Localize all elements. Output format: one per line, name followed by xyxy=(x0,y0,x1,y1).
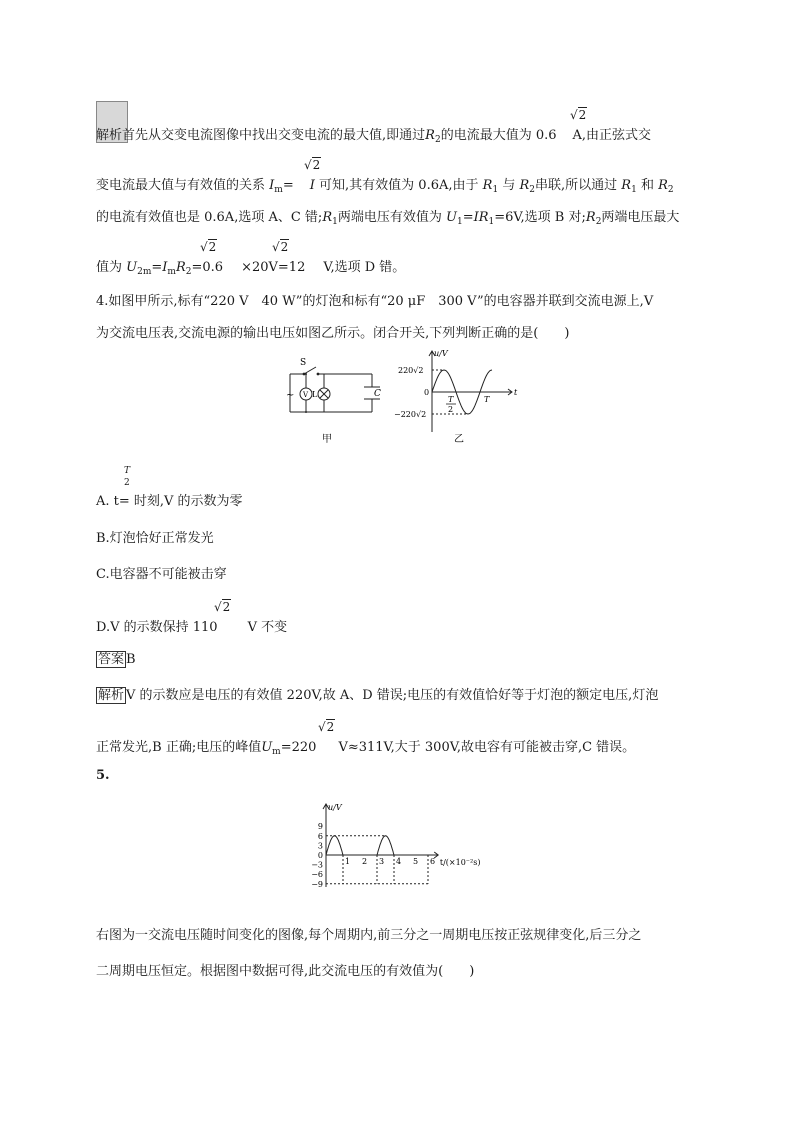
option-c: C.电容器不可能被击穿 xyxy=(96,567,227,582)
y-tick-label: 9 xyxy=(317,822,323,832)
y-tick-bottom: −220√2 xyxy=(394,410,427,419)
x-tick-half-t: T xyxy=(448,395,454,404)
q5-voltage-chart xyxy=(300,800,500,905)
half-sine-segment xyxy=(326,836,343,855)
option-d: D.V 的示数保持 110 V 不变 xyxy=(96,620,288,635)
caption-jia: 甲 xyxy=(322,434,332,445)
q4-stem-line-1: 4.如图甲所示,标有“220 V 40 W”的灯泡和标有“20 μF 300 V”的电容器并联到交流电源上,V xyxy=(96,294,654,309)
y-tick-label: 0 xyxy=(317,851,323,860)
q5-text-line-1: 右图为一交流电压随时间变化的图像,每个周期内,前三分之一周期电压按正弦规律变化,后三分之 xyxy=(96,928,642,943)
x-tick-label: 2 xyxy=(362,857,368,866)
x-tick-label: 1 xyxy=(345,857,351,866)
q4-voltage-graph xyxy=(390,346,520,446)
voltmeter-label: V xyxy=(303,391,309,399)
lamp-label: L xyxy=(312,390,318,399)
analysis-label: 解析 xyxy=(98,688,125,703)
q5-number: 5. xyxy=(96,768,110,783)
option-a: A. t= 时刻,V 的示数为零 xyxy=(96,494,243,509)
x-tick-t: T xyxy=(484,395,490,404)
sqrt-symbol: √2 xyxy=(318,720,335,734)
sqrt-symbol: √2 xyxy=(272,240,289,254)
sqrt-symbol: √2 xyxy=(200,240,217,254)
x-axis-label: t xyxy=(514,388,518,397)
sqrt-symbol: √2 xyxy=(214,600,231,614)
x-tick-half-den: 2 xyxy=(448,405,454,414)
q5-text-line-2: 二周期电压恒定。根据图中数据可得,此交流电压的有效值为( ) xyxy=(96,964,475,979)
answer-label: 答案 xyxy=(98,652,125,667)
analysis-line-4: 值为 $U_{2m}=I_mR_2=0.6 \times 20V=12$ V,选项 D 错。 xyxy=(96,260,406,277)
y-tick-zero: 0 xyxy=(424,388,430,397)
y-tick-label: −3 xyxy=(311,860,323,870)
analysis-label: 解析 xyxy=(96,128,123,143)
y-tick-label: −6 xyxy=(311,870,323,880)
q4-analysis-line-2: 正常发光,B 正确;电压的峰值$U_m=220$ V≈311V,大于 300V,故电容有可能被击穿,C 错误。 xyxy=(96,740,636,757)
y-tick-top: 220√2 xyxy=(398,366,424,375)
y-axis-label: u/V xyxy=(328,803,342,812)
capacitor-label: C xyxy=(374,389,381,399)
analysis-line-3: 的电流有效值也是 0.6A,选项 A、C 错$;R_1$两端电压有效值为 $U_1=IR_1=6V$,选项 B 对$;R_2$两端电压最大 xyxy=(96,210,680,227)
half-sine-segment xyxy=(377,836,394,855)
analysis-line-1: 解析首先从交变电流图像中找出交变电流的最大值,即通过$R_2$的电流最大值为 0.6 A,由正弦式交 xyxy=(96,128,652,145)
x-tick-label: 3 xyxy=(379,857,385,866)
option-b: B.灯泡恰好正常发光 xyxy=(96,531,214,546)
y-tick-label: −9 xyxy=(311,879,323,889)
switch-label: S xyxy=(300,358,307,368)
q4-analysis-line-1: 解析 V 的示数应是电压的有效值 220V,故 A、D 错误;电压的有效值恰好等于灯泡的额定电压,灯泡 xyxy=(98,688,659,703)
frac-bot: 2 xyxy=(124,478,130,488)
q4-stem-line-2: 为交流电压表,交流电源的输出电压如图乙所示。闭合开关,下列判断正确的是( ) xyxy=(96,326,570,341)
x-tick-label: 4 xyxy=(396,857,402,866)
answer-line xyxy=(96,648,136,667)
x-axis-label: t/(×10⁻²s) xyxy=(439,858,481,867)
caption-yi: 乙 xyxy=(454,434,464,445)
y-tick-label: 6 xyxy=(317,831,323,841)
y-tick-label: 3 xyxy=(317,841,323,851)
x-tick-label: 6 xyxy=(430,857,436,866)
circuit-diagram xyxy=(280,354,380,454)
y-axis-label: u/V xyxy=(434,349,448,358)
analysis-line-2: 变电流最大值与有效值的关系 $I_m= I$ 可知,其有效值为 0.6A,由于 $R_1$ 与 $R_2$串联,所以通过 $R_1$ 和 $R_2$ xyxy=(96,178,674,195)
svg-text:~: ~ xyxy=(286,390,295,401)
sqrt-symbol: √2 xyxy=(570,108,587,122)
sqrt-symbol: √2 xyxy=(304,158,321,172)
x-tick-label: 5 xyxy=(413,857,419,866)
frac-top: T xyxy=(124,466,131,476)
answer-value: B xyxy=(126,652,136,667)
